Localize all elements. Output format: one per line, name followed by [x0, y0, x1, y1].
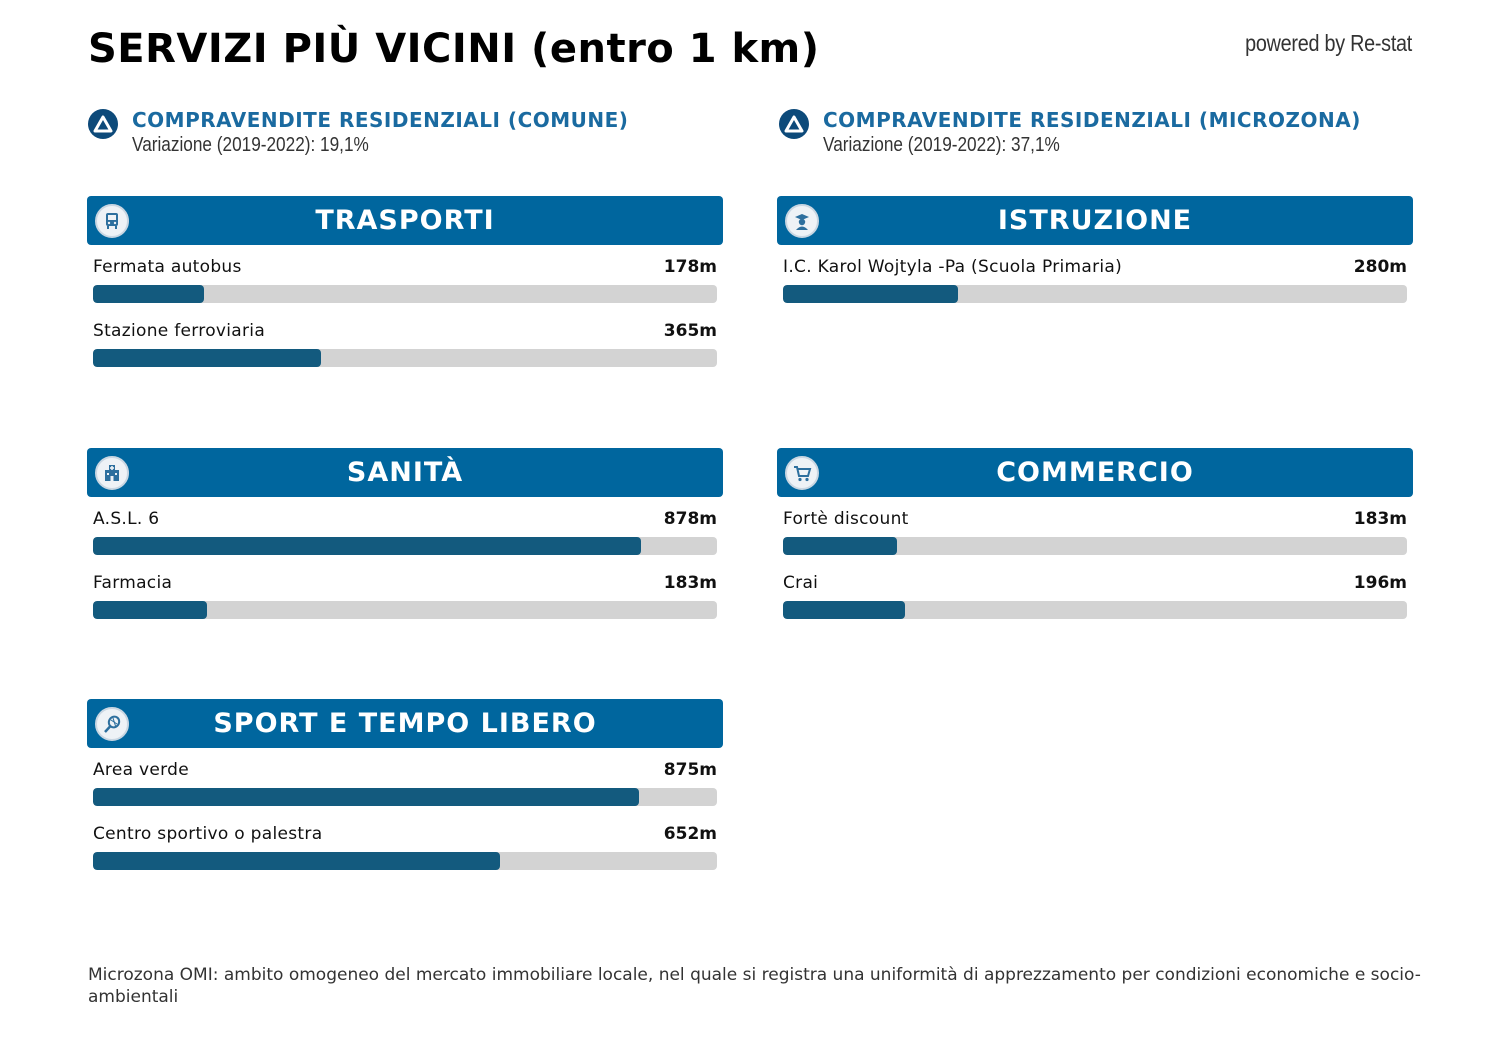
- cart-icon: [785, 456, 819, 490]
- bar-label: I.C. Karol Wojtyla -Pa (Scuola Primaria): [783, 257, 1123, 277]
- bar-label: Stazione ferroviaria: [93, 321, 266, 341]
- panel-sport: [87, 699, 723, 876]
- bar-track: [93, 852, 717, 870]
- panel-header: [777, 448, 1413, 497]
- trend-comune: [88, 108, 628, 157]
- bar-fill: [93, 852, 500, 870]
- triangle-up-icon: [779, 109, 809, 139]
- footnote: Microzona OMI: ambito omogeneo del mercato immobiliare locale, nel quale si registra una uniformità di apprezzamento per condizioni economiche e socio-ambientali: [88, 965, 1421, 1007]
- bar-fill: [93, 349, 321, 367]
- panel-rows: [777, 497, 1413, 625]
- trend-microzona: [779, 108, 1361, 157]
- bar-track: [93, 788, 717, 806]
- distance-label: 878m: [663, 509, 717, 529]
- panel-header: [87, 448, 723, 497]
- panel-rows: [87, 497, 723, 625]
- bar-label: Area verde: [93, 760, 189, 780]
- powered-by-label: powered by Re-stat: [1245, 30, 1412, 56]
- bar-fill: [93, 285, 204, 303]
- panel-title: SPORT E TEMPO LIBERO: [213, 708, 597, 739]
- bar-row: [783, 497, 1407, 561]
- bar-row: [93, 245, 717, 309]
- bar-fill: [93, 788, 639, 806]
- distance-label: 183m: [1353, 509, 1407, 529]
- panel-trasporti: [87, 196, 723, 373]
- distance-label: 652m: [663, 824, 717, 844]
- bar-row: [783, 245, 1407, 309]
- panel-rows: [87, 748, 723, 876]
- bus-icon: [95, 204, 129, 238]
- bar-label: Fermata autobus: [93, 257, 242, 277]
- triangle-up-icon: [88, 109, 118, 139]
- bar-label: A.S.L. 6: [93, 509, 160, 529]
- bar-track: [93, 349, 717, 367]
- panel-header: [777, 196, 1413, 245]
- bar-label: Crai: [783, 573, 819, 593]
- bar-track: [93, 601, 717, 619]
- bar-label: Farmacia: [93, 573, 173, 593]
- panel-title: COMMERCIO: [996, 457, 1194, 488]
- bar-row: [93, 497, 717, 561]
- distance-label: 875m: [663, 760, 717, 780]
- page-title: SERVIZI PIÙ VICINI (entro 1 km): [88, 26, 820, 72]
- bar-fill: [93, 537, 641, 555]
- bar-row: [93, 561, 717, 625]
- bar-track: [783, 285, 1407, 303]
- bar-track: [783, 601, 1407, 619]
- student-icon: [785, 204, 819, 238]
- distance-label: 280m: [1353, 257, 1407, 277]
- panel-istruzione: [777, 196, 1413, 309]
- panel-commercio: [777, 448, 1413, 625]
- panel-rows: [87, 245, 723, 373]
- bar-row: [93, 309, 717, 373]
- bar-fill: [93, 601, 207, 619]
- trend-title: COMPRAVENDITE RESIDENZIALI (COMUNE): [132, 108, 629, 132]
- panel-rows: [777, 245, 1413, 309]
- bar-row: [93, 812, 717, 876]
- panel-sanita: [87, 448, 723, 625]
- panel-header: [87, 196, 723, 245]
- distance-label: 365m: [663, 321, 717, 341]
- bar-track: [93, 285, 717, 303]
- bar-fill: [783, 285, 958, 303]
- bar-track: [783, 537, 1407, 555]
- hospital-icon: [95, 456, 129, 490]
- panel-header: [87, 699, 723, 748]
- bar-row: [93, 748, 717, 812]
- bar-label: Centro sportivo o palestra: [93, 824, 323, 844]
- distance-label: 196m: [1353, 573, 1407, 593]
- distance-label: 183m: [663, 573, 717, 593]
- bar-fill: [783, 537, 897, 555]
- trend-title: COMPRAVENDITE RESIDENZIALI (MICROZONA): [823, 108, 1361, 132]
- bar-row: [783, 561, 1407, 625]
- panel-title: TRASPORTI: [315, 205, 495, 236]
- trend-subtitle: Variazione (2019-2022): 19,1%: [132, 134, 369, 156]
- bar-fill: [783, 601, 905, 619]
- bar-track: [93, 537, 717, 555]
- panel-title: SANITÀ: [346, 457, 464, 488]
- racket-icon: [95, 707, 129, 741]
- trend-subtitle: Variazione (2019-2022): 37,1%: [823, 134, 1060, 156]
- panel-title: ISTRUZIONE: [997, 205, 1193, 236]
- bar-label: Fortè discount: [783, 509, 909, 529]
- distance-label: 178m: [663, 257, 717, 277]
